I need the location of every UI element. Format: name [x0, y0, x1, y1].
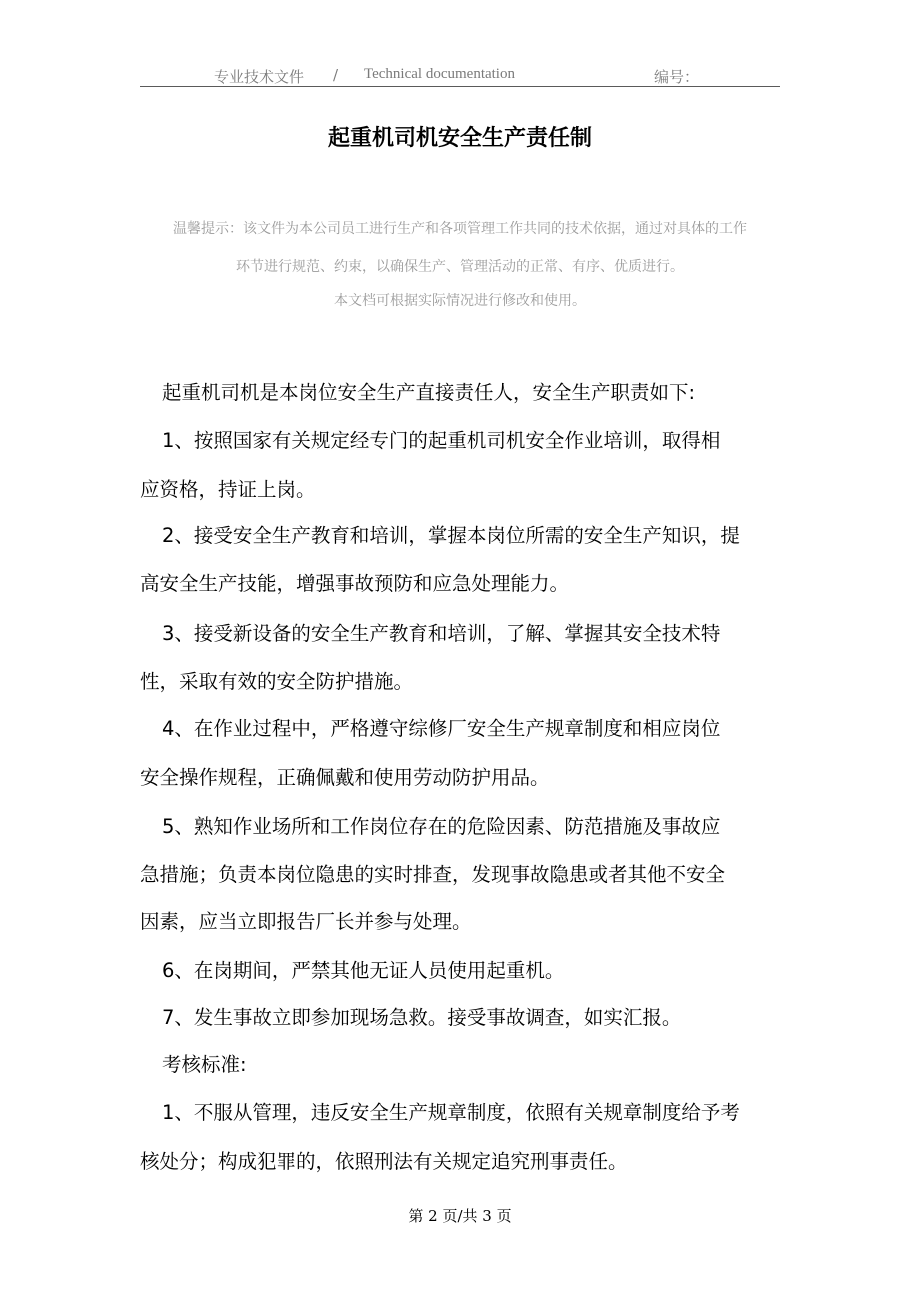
page-header — [140, 62, 780, 87]
document-title: 起重机司机安全生产责任制 — [327, 126, 592, 151]
body-line-item6: 6、在岗期间，严禁其他无证人员使用起重机。 — [162, 959, 565, 982]
body-line-item2-a: 2、接受安全生产教育和培训，掌握本岗位所需的安全生产知识，提 — [162, 524, 740, 547]
body-line-item4-a: 4、在作业过程中，严格遵守综修厂安全生产规章制度和相应岗位 — [162, 717, 721, 740]
body-line-item5-b: 急措施；负责本岗位隐患的实时排查，发现事故隐患或者其他不安全 — [140, 863, 726, 886]
body-line-intro: 起重机司机是本岗位安全生产直接责任人，安全生产职责如下: — [162, 381, 696, 404]
body-line-item5-a: 5、熟知作业场所和工作岗位存在的危险因素、防范措施及事故应 — [162, 815, 721, 838]
body-line-item7: 7、发生事故立即参加现场急救。接受事故调查，如实汇报。 — [162, 1006, 682, 1029]
body-line-item5-c: 因素，应当立即报告厂长并参与处理。 — [140, 910, 472, 933]
notice-line-2: 环节进行规范、约束，以确保生产、管理活动的正常、有序、优质进行。 — [236, 259, 684, 275]
header-number-label: 编号： — [654, 68, 700, 86]
header-category: 专业技术文件 — [214, 68, 305, 86]
body-line-assessment1-b: 核处分；构成犯罪的，依照刑法有关规定追究刑事责任。 — [140, 1150, 628, 1173]
page-footer: 第 2 页/共 3 页 — [408, 1207, 512, 1225]
body-line-assessment-heading: 考核标准: — [162, 1053, 247, 1076]
body-line-assessment1-a: 1、不服从管理，违反安全生产规章制度，依照有关规章制度给予考 — [162, 1101, 740, 1124]
header-separator: / — [333, 66, 339, 84]
body-line-item3-a: 3、接受新设备的安全生产教育和培训，了解、掌握其安全技术特 — [162, 622, 721, 645]
body-line-item1-a: 1、按照国家有关规定经专门的起重机司机安全作业培训，取得相 — [162, 429, 721, 452]
body-line-item2-b: 高安全生产技能，增强事故预防和应急处理能力。 — [140, 572, 570, 595]
body-line-item3-b: 性，采取有效的安全防护措施。 — [140, 670, 414, 693]
notice-line-1: 温馨提示：该文件为本公司员工进行生产和各项管理工作共同的技术依据，通过对具体的工作 — [173, 221, 747, 237]
body-line-item4-b: 安全操作规程，正确佩戴和使用劳动防护用品。 — [140, 766, 550, 789]
header-english-title: Technical documentation — [364, 66, 515, 82]
body-line-item1-b: 应资格，持证上岗。 — [140, 478, 316, 501]
notice-line-3: 本文档可根据实际情况进行修改和使用。 — [334, 293, 586, 309]
